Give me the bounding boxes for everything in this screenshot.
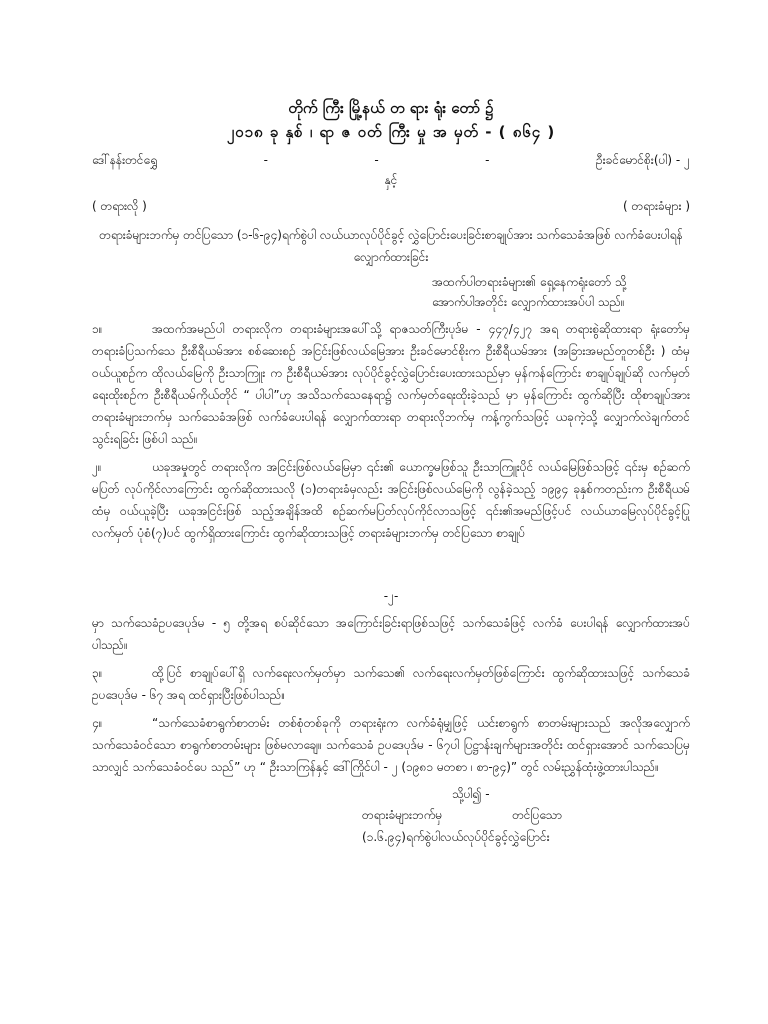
paragraph-number: ၃။ xyxy=(92,666,103,680)
separator-dash: - xyxy=(485,153,490,167)
footer-line-1 xyxy=(362,804,690,826)
paragraph-1 xyxy=(92,318,690,450)
case-number-heading: ၂၀၁၈ ခု နှစ် ၊ ရာ ဇ ဝတ် ကြီး မှု အ မှတ် - ( ၈၆၄ ) xyxy=(226,123,556,141)
roles-line xyxy=(92,196,690,216)
paragraph-text: ထို့ပြင် စာချုပ်ပေါ်ရှိ လက်ရေးလက်မှတ်မှာ သက်သေ၏ လက်ရေးလက်မှတ်ဖြစ်ကြောင်း ထွက်ဆိုထားသဖြင့် သက်သေခံဥပဒေပုဒ်မ - ၆၇ အရ ထင်ရှားပြီးဖြစ်ပါသည်။ xyxy=(92,666,690,702)
paragraph-2 xyxy=(92,456,690,544)
paragraph-3 xyxy=(92,662,690,706)
footer-left: တရားခံများဘက်မှ xyxy=(362,808,443,822)
footer-right: တင်ပြသော xyxy=(512,808,562,822)
paragraph-number: ၂။ xyxy=(92,460,102,474)
subject-line: တရားခံများဘက်မှ တင်ပြသော (၁-၆-၉၄)ရက်စွဲပါ လယ်ယာလုပ်ပိုင်ခွင့် လွှဲပြောင်းပေးခြင်းစာချုပ်အား သက်သေခံအဖြစ် လက်ခံပေးပါရန် လျှောက်ထားခြင်း xyxy=(99,228,683,264)
page-number: -၂- xyxy=(383,589,399,603)
parties-line xyxy=(92,150,690,170)
paragraph-text: “သက်သေခံစာရွက်စာတမ်း တစ်စုံတစ်ခုကို တရားရုံးက လက်ခံရုံမျှဖြင့် ယင်းစာရွက် စာတမ်းများသည် အလိုအလျှောက် သက်သေခံဝင်သော စာရွက်စာတမ်းများ ဖြစ်မလာချေ။ သက်သေခံ ဥပဒေပုဒ်မ - ၆၇ပါ ပြဋ္ဌာန်းချက်များအတိုင်း ထင်ရှားအောင် သက်သေပြမှသာလျှင် သက်သေခံဝင်ပေ သည်” ဟု “ ဦးသာကြန်နှင့် ဒေါ်ကြိုင်ပါ - ၂ (၁၉၈၁ မတစာ ၊ စာ-၉၄)” တွင် လမ်းညွှန်ထုံးဖွဲ့ထားပါသည်။ xyxy=(92,716,690,774)
defendant-name: ဦးခင်မောင်စိုး(ပါ) - ၂ xyxy=(595,153,690,167)
plaintiff-name: ဒေါ်နန်းတင်ရွှေ xyxy=(92,153,158,167)
and-conjunction: နှင့် xyxy=(384,173,398,187)
court-heading: တိုက် ကြီး မြို့နယ် တ ရား ရုံး တော် ၌ xyxy=(288,99,494,117)
paragraph-text: ယခုအမှုတွင် တရားလိုက အငြင်းဖြစ်လယ်မြေမှာ ၎င်း၏ ယောက္ခမဖြစ်သူ ဦးသာကြူးပိုင် လယ်မြေဖြစ်သဖြင့် ၎င်းမှ စဉ်ဆက်မပြတ် လုပ်ကိုင်လာကြောင်း ထွက်ဆိုထားသလို (၁)တရားခံမှလည်း အငြင်းဖြစ်လယ်မြေကို လွန်ခဲ့သည့် ၁၉၉၄ ခုနှစ်ကတည်းက ဦးစီရီယမ်ထံမှ ဝယ်ယူခဲ့ပြီး ယခုအငြင်းဖြစ် သည့်အချိန်အထိ စဉ်ဆက်မပြတ်လုပ်ကိုင်လာသဖြင့် ၎င်း၏အမည်ဖြင့်ပင် လယ်ယာမြေလုပ်ပိုင်ခွင့်ပြု လက်မှတ် ပုံစံ(၇)ပင် ထွက်ရှိထားကြောင်း ထွက်ဆိုထားသဖြင့် တရားခံများဘက်မှ တင်ပြသော စာချုပ် xyxy=(92,460,690,540)
intro-line-2: အောက်ပါအတိုင်း လျှောက်ထားအပ်ပါ သည်။ xyxy=(432,295,625,309)
defendant-role: ( တရားခံများ ) xyxy=(622,199,690,213)
paragraph-text: အထက်အမည်ပါ တရားလိုက တရားခံများအပေါ်သို့ ရာဇသတ်ကြီးပုဒ်မ - ၄၄၇/၄၂၇ အရ တရားစွဲဆိုထားရာ ရုံးတော်မှ တရားခံပြသက်သေ ဦးစီရီယမ်အား စစ်ဆေးစဉ် အငြင်းဖြစ်လယ်မြေအား ဦးခင်မောင်စိုးက ဦးစီရီယမ်အား (အခြားအမည်တူတစ်ဦး ) ထံမှ ဝယ်ယူစဉ်က ထိုလယ်မြေကို ဦးသာကြူး က ဦးစီရီယမ်အား လုပ်ပိုင်ခွင့်လွှဲပြောင်းပေးထားသည်မှာ မှန်ကန်ကြောင်း စာချုပ်ချုပ်ဆို လက်မှတ် ရေးထိုးစဉ်က ဦးစီရီယမ်ကိုယ်တိုင် “ ပါပါ”ဟု အသိသက်သေနေရာ၌ လက်မှတ်ရေးထိုးခဲ့သည် မှာ မှန်ကြောင်း ထွက်ဆိုပြီး ထိုစာချုပ်အား တရားခံများဘက်မှ သက်သေခံအဖြစ် လက်ခံပေးပါရန် လျှောက်ထားရာ တရားလိုဘက်မှ ကန့်ကွက်သဖြင့် ယခုကဲ့သို့ လျှောက်လဲချက်တင်သွင်းရခြင်း ဖြစ်ပါ သည်။ xyxy=(92,322,690,446)
closing-line: သို့ပါ၍ - xyxy=(452,787,490,801)
paragraph-4 xyxy=(92,712,690,778)
paragraph-number: ၁။ xyxy=(92,322,103,336)
intro-line-1: အထက်ပါတရားခံများ၏ ရှေ့နေကရုံးတော် သို့ xyxy=(432,275,627,289)
paragraph-number: ၄။ xyxy=(92,716,103,730)
footer-line-2: (၁.၆.၉၄)ရက်စွဲပါလယ်လုပ်ပိုင်ခွင့်လွှဲပြောင်း xyxy=(362,830,550,844)
plaintiff-role: ( တရားလို ) xyxy=(92,199,147,213)
separator-dash: - xyxy=(374,153,379,167)
separator-dash: - xyxy=(263,153,268,167)
continuation-paragraph: မှာ သက်သေခံဥပဒေပုဒ်မ - ၅ တို့အရ စပ်ဆိုင်သော အကြောင်းခြင်းရာဖြစ်သဖြင့် သက်သေခံဖြင့် လက်ခံ ပေးပါရန် လျှောက်ထားအပ်ပါသည်။ xyxy=(92,616,690,652)
intro-block xyxy=(432,272,690,312)
